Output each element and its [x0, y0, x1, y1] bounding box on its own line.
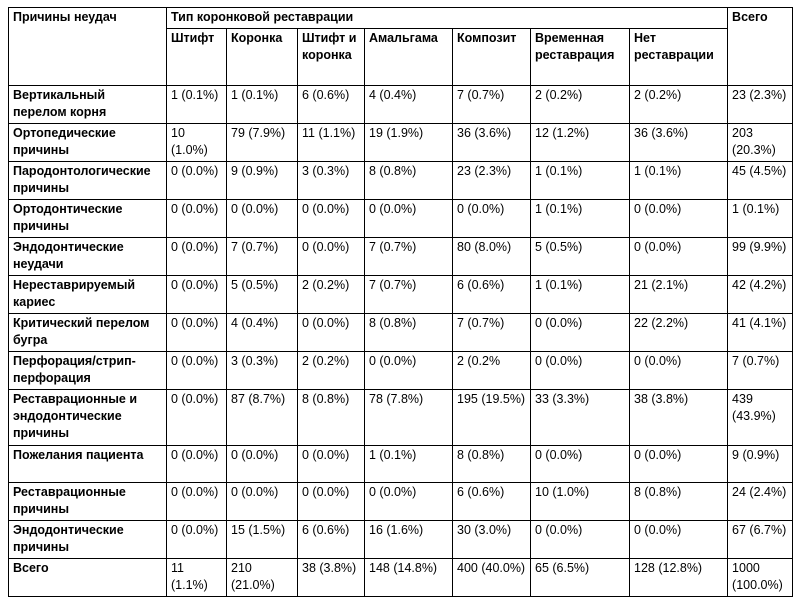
table-cell: 4 (0.4%)	[365, 86, 453, 124]
table-cell: 5 (0.5%)	[227, 276, 298, 314]
header-restoration-type: Тип коронковой реставрации	[167, 8, 728, 29]
table-cell: 0 (0.0%)	[227, 200, 298, 238]
table-cell: 36 (3.6%)	[630, 124, 728, 162]
table-cell: 0 (0.0%)	[453, 200, 531, 238]
header-col-post: Штифт	[167, 29, 227, 86]
table-cell: 0 (0.0%)	[227, 483, 298, 521]
table-cell: 7 (0.7%)	[728, 352, 793, 390]
table-row	[9, 521, 793, 559]
table-cell: 0 (0.0%)	[630, 238, 728, 276]
header-col-crown: Коронка	[227, 29, 298, 86]
table-row	[9, 390, 793, 446]
row-label: Нереставрируемый кариес	[9, 276, 167, 314]
table-cell: 10 (1.0%)	[167, 124, 227, 162]
table-cell: 78 (7.8%)	[365, 390, 453, 446]
table-cell: 0 (0.0%)	[531, 352, 630, 390]
table-cell: 8 (0.8%)	[365, 162, 453, 200]
table-cell: 0 (0.0%)	[167, 483, 227, 521]
table-cell: 8 (0.8%)	[453, 446, 531, 483]
table-cell: 1 (0.1%)	[531, 162, 630, 200]
table-cell: 22 (2.2%)	[630, 314, 728, 352]
table-row	[9, 483, 793, 521]
row-label: Эндодонтические причины	[9, 521, 167, 559]
table-row	[9, 352, 793, 390]
table-cell: 1 (0.1%)	[630, 162, 728, 200]
table-cell: 2 (0.2%)	[298, 276, 365, 314]
table-cell: 439 (43.9%)	[728, 390, 793, 446]
table-cell: 7 (0.7%)	[365, 276, 453, 314]
table-row	[9, 276, 793, 314]
table-cell: 1000 (100.0%)	[728, 559, 793, 597]
table-cell: 8 (0.8%)	[630, 483, 728, 521]
table-cell: 19 (1.9%)	[365, 124, 453, 162]
table-cell: 0 (0.0%)	[298, 483, 365, 521]
header-col-temporary: Временная реставрация	[531, 29, 630, 86]
table-row	[9, 124, 793, 162]
table-cell: 6 (0.6%)	[298, 521, 365, 559]
header-col-no-restoration: Нет реставрации	[630, 29, 728, 86]
table-cell: 45 (4.5%)	[728, 162, 793, 200]
table-cell: 41 (4.1%)	[728, 314, 793, 352]
table-cell: 67 (6.7%)	[728, 521, 793, 559]
table-cell: 0 (0.0%)	[630, 521, 728, 559]
table-cell: 0 (0.0%)	[630, 352, 728, 390]
table-cell: 2 (0.2%)	[298, 352, 365, 390]
table-cell: 0 (0.0%)	[167, 521, 227, 559]
header-reasons: Причины неудач	[9, 8, 167, 86]
table-cell: 99 (9.9%)	[728, 238, 793, 276]
table-row	[9, 238, 793, 276]
row-label: Эндодонтические неудачи	[9, 238, 167, 276]
table-cell: 8 (0.8%)	[298, 390, 365, 446]
table-cell: 1 (0.1%)	[531, 276, 630, 314]
table-cell: 0 (0.0%)	[167, 238, 227, 276]
table-row	[9, 446, 793, 483]
table-cell: 0 (0.0%)	[298, 238, 365, 276]
table-cell: 1 (0.1%)	[227, 86, 298, 124]
table-cell: 0 (0.0%)	[298, 314, 365, 352]
table-cell: 33 (3.3%)	[531, 390, 630, 446]
table-cell: 2 (0.2%)	[630, 86, 728, 124]
table-cell: 23 (2.3%)	[453, 162, 531, 200]
row-label: Перфорация/стрип-перфорация	[9, 352, 167, 390]
table-cell: 0 (0.0%)	[365, 200, 453, 238]
table-row	[9, 162, 793, 200]
table-row	[9, 86, 793, 124]
table-cell: 0 (0.0%)	[298, 200, 365, 238]
table-cell: 0 (0.0%)	[167, 446, 227, 483]
table-cell: 0 (0.0%)	[167, 352, 227, 390]
table-cell: 0 (0.0%)	[167, 200, 227, 238]
table-cell: 9 (0.9%)	[227, 162, 298, 200]
row-label: Ортопедические причины	[9, 124, 167, 162]
table-cell: 38 (3.8%)	[630, 390, 728, 446]
table-cell: 203 (20.3%)	[728, 124, 793, 162]
table-cell: 0 (0.0%)	[365, 352, 453, 390]
table-cell: 9 (0.9%)	[728, 446, 793, 483]
table-cell: 79 (7.9%)	[227, 124, 298, 162]
row-label: Реставрационные и эндодонтические причины	[9, 390, 167, 446]
table-cell: 1 (0.1%)	[365, 446, 453, 483]
table-cell: 3 (0.3%)	[298, 162, 365, 200]
table-cell: 5 (0.5%)	[531, 238, 630, 276]
table-cell: 24 (2.4%)	[728, 483, 793, 521]
table-cell: 7 (0.7%)	[453, 314, 531, 352]
table-cell: 1 (0.1%)	[531, 200, 630, 238]
table-cell: 0 (0.0%)	[365, 483, 453, 521]
table-cell: 4 (0.4%)	[227, 314, 298, 352]
table-cell: 7 (0.7%)	[453, 86, 531, 124]
table-cell: 2 (0.2%	[453, 352, 531, 390]
table-cell: 0 (0.0%)	[167, 314, 227, 352]
table-cell: 195 (19.5%)	[453, 390, 531, 446]
table-cell: 148 (14.8%)	[365, 559, 453, 597]
table-cell: 16 (1.6%)	[365, 521, 453, 559]
table-cell: 2 (0.2%)	[531, 86, 630, 124]
table-cell: 7 (0.7%)	[227, 238, 298, 276]
row-label: Пародонтологические причины	[9, 162, 167, 200]
table-cell: 87 (8.7%)	[227, 390, 298, 446]
table-row	[9, 559, 793, 597]
row-label: Реставрационные причины	[9, 483, 167, 521]
table-cell: 12 (1.2%)	[531, 124, 630, 162]
row-label: Всего	[9, 559, 167, 597]
table-body	[9, 86, 793, 597]
table-cell: 210 (21.0%)	[227, 559, 298, 597]
header-col-amalgam: Амальгама	[365, 29, 453, 86]
table-cell: 0 (0.0%)	[167, 276, 227, 314]
table-cell: 8 (0.8%)	[365, 314, 453, 352]
row-label: Критический перелом бугра	[9, 314, 167, 352]
table-cell: 7 (0.7%)	[365, 238, 453, 276]
table-cell: 128 (12.8%)	[630, 559, 728, 597]
table-cell: 0 (0.0%)	[531, 521, 630, 559]
table-cell: 0 (0.0%)	[227, 446, 298, 483]
table-cell: 42 (4.2%)	[728, 276, 793, 314]
table-cell: 400 (40.0%)	[453, 559, 531, 597]
table-cell: 30 (3.0%)	[453, 521, 531, 559]
table-cell: 80 (8.0%)	[453, 238, 531, 276]
table-cell: 11 (1.1%)	[167, 559, 227, 597]
table-cell: 6 (0.6%)	[453, 276, 531, 314]
table-cell: 36 (3.6%)	[453, 124, 531, 162]
table-cell: 0 (0.0%)	[630, 446, 728, 483]
table-cell: 15 (1.5%)	[227, 521, 298, 559]
table-cell: 11 (1.1%)	[298, 124, 365, 162]
failure-reasons-table	[8, 7, 793, 597]
table-cell: 0 (0.0%)	[531, 446, 630, 483]
table-cell: 0 (0.0%)	[167, 390, 227, 446]
row-label: Пожелания пациента	[9, 446, 167, 483]
table-cell: 21 (2.1%)	[630, 276, 728, 314]
table-cell: 23 (2.3%)	[728, 86, 793, 124]
table-cell: 1 (0.1%)	[167, 86, 227, 124]
table-cell: 10 (1.0%)	[531, 483, 630, 521]
table-cell: 3 (0.3%)	[227, 352, 298, 390]
row-label: Вертикальный перелом корня	[9, 86, 167, 124]
table-cell: 6 (0.6%)	[298, 86, 365, 124]
table-row	[9, 200, 793, 238]
header-row	[9, 8, 793, 29]
header-total: Всего	[728, 8, 793, 86]
table-cell: 0 (0.0%)	[531, 314, 630, 352]
table-cell: 1 (0.1%)	[728, 200, 793, 238]
table-cell: 0 (0.0%)	[630, 200, 728, 238]
table-cell: 0 (0.0%)	[298, 446, 365, 483]
header-col-post-and-crown: Штифт и коронка	[298, 29, 365, 86]
table-cell: 38 (3.8%)	[298, 559, 365, 597]
table-cell: 65 (6.5%)	[531, 559, 630, 597]
table-cell: 6 (0.6%)	[453, 483, 531, 521]
header-col-composite: Композит	[453, 29, 531, 86]
table-cell: 0 (0.0%)	[167, 162, 227, 200]
row-label: Ортодонтические причины	[9, 200, 167, 238]
table-row	[9, 314, 793, 352]
